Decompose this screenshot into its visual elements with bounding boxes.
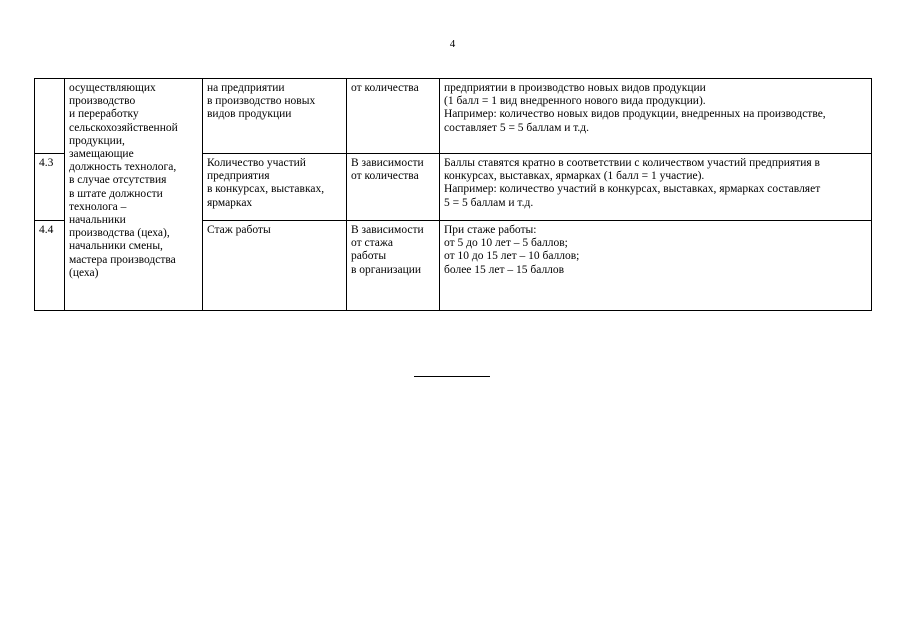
cell-text-line: на предприятии	[207, 82, 285, 94]
position-cell	[65, 79, 203, 311]
indicator-cell	[203, 154, 347, 221]
row-number-cell	[35, 79, 65, 154]
cell-text-line: видов продукции	[207, 108, 292, 121]
cell-text-line: В зависимости	[351, 224, 424, 236]
cell-text-line: предприятии в производство новых видов продукции	[444, 82, 706, 94]
basis-cell	[347, 154, 440, 221]
cell-text-line: начальники	[69, 214, 126, 227]
cell-text-line: в конкурсах, выставках,	[207, 183, 325, 196]
cell-text-line: более 15 лет – 15 баллов	[444, 263, 565, 276]
cell-text-line: конкурсах, выставках, ярмарках (1 балл = 1 участие).	[444, 170, 705, 183]
cell-text-line: производства (цеха),	[69, 227, 170, 240]
cell-text-line: осуществляющих	[69, 82, 156, 94]
cell-text-line: Например: количество новых видов продукции, внедренных на производстве,	[444, 108, 826, 121]
cell-text-line: от количества	[351, 170, 419, 183]
cell-text-line: от 10 до 15 лет – 10 баллов;	[444, 250, 580, 263]
cell-text-line: сельскохозяйственной	[69, 121, 178, 134]
indicator-cell	[203, 79, 347, 154]
scoring-cell	[440, 221, 872, 311]
cell-text-line: Баллы ставятся кратно в соответствии с количеством участий предприятия в	[444, 157, 820, 169]
cell-text-line: технолога –	[69, 200, 127, 213]
cell-text-line: составляет 5 = 5 баллам и т.д.	[444, 121, 590, 134]
cell-text-line: замещающие	[69, 148, 134, 161]
end-divider-line	[414, 376, 490, 377]
cell-text-line: предприятия	[207, 170, 270, 183]
cell-text-line: ярмарках	[207, 196, 253, 209]
cell-text-line: начальники смены,	[69, 240, 163, 253]
cell-text-line: производство	[69, 95, 136, 108]
criteria-table	[34, 78, 872, 311]
cell-text-line: Стаж работы	[207, 224, 271, 236]
cell-text-line: (1 балл = 1 вид внедренного нового вида продукции).	[444, 95, 706, 108]
cell-text-line: мастера производства	[69, 253, 176, 266]
cell-text-line: от количества	[351, 82, 419, 94]
scoring-cell	[440, 154, 872, 221]
basis-cell	[347, 221, 440, 311]
cell-text-line: в организации	[351, 263, 422, 276]
scoring-cell	[440, 79, 872, 154]
cell-text-line: в случае отсутствия	[69, 174, 167, 187]
cell-text-line: от стажа	[351, 237, 393, 250]
cell-text-line: продукции,	[69, 134, 125, 147]
cell-text-line: и переработку	[69, 108, 139, 121]
cell-text-line: от 5 до 10 лет – 5 баллов;	[444, 237, 568, 250]
indicator-cell	[203, 221, 347, 311]
cell-text-line: в штате должности	[69, 187, 163, 200]
row-number-cell: 4.4	[35, 221, 65, 311]
cell-text-line: 5 = 5 баллам и т.д.	[444, 196, 534, 209]
cell-text-line: должность технолога,	[69, 161, 177, 174]
basis-cell	[347, 79, 440, 154]
cell-text-line: Например: количество участий в конкурсах, выставках, ярмарках составляет	[444, 183, 821, 196]
table-row	[35, 79, 872, 154]
page-number: 4	[449, 38, 456, 50]
cell-text-line: в производство новых	[207, 95, 316, 108]
cell-text-line: В зависимости	[351, 157, 424, 169]
row-number-cell: 4.3	[35, 154, 65, 221]
cell-text-line: (цеха)	[69, 266, 99, 279]
cell-text-line: работы	[351, 250, 387, 263]
cell-text-line: При стаже работы:	[444, 224, 537, 236]
cell-text-line: Количество участий	[207, 157, 306, 169]
